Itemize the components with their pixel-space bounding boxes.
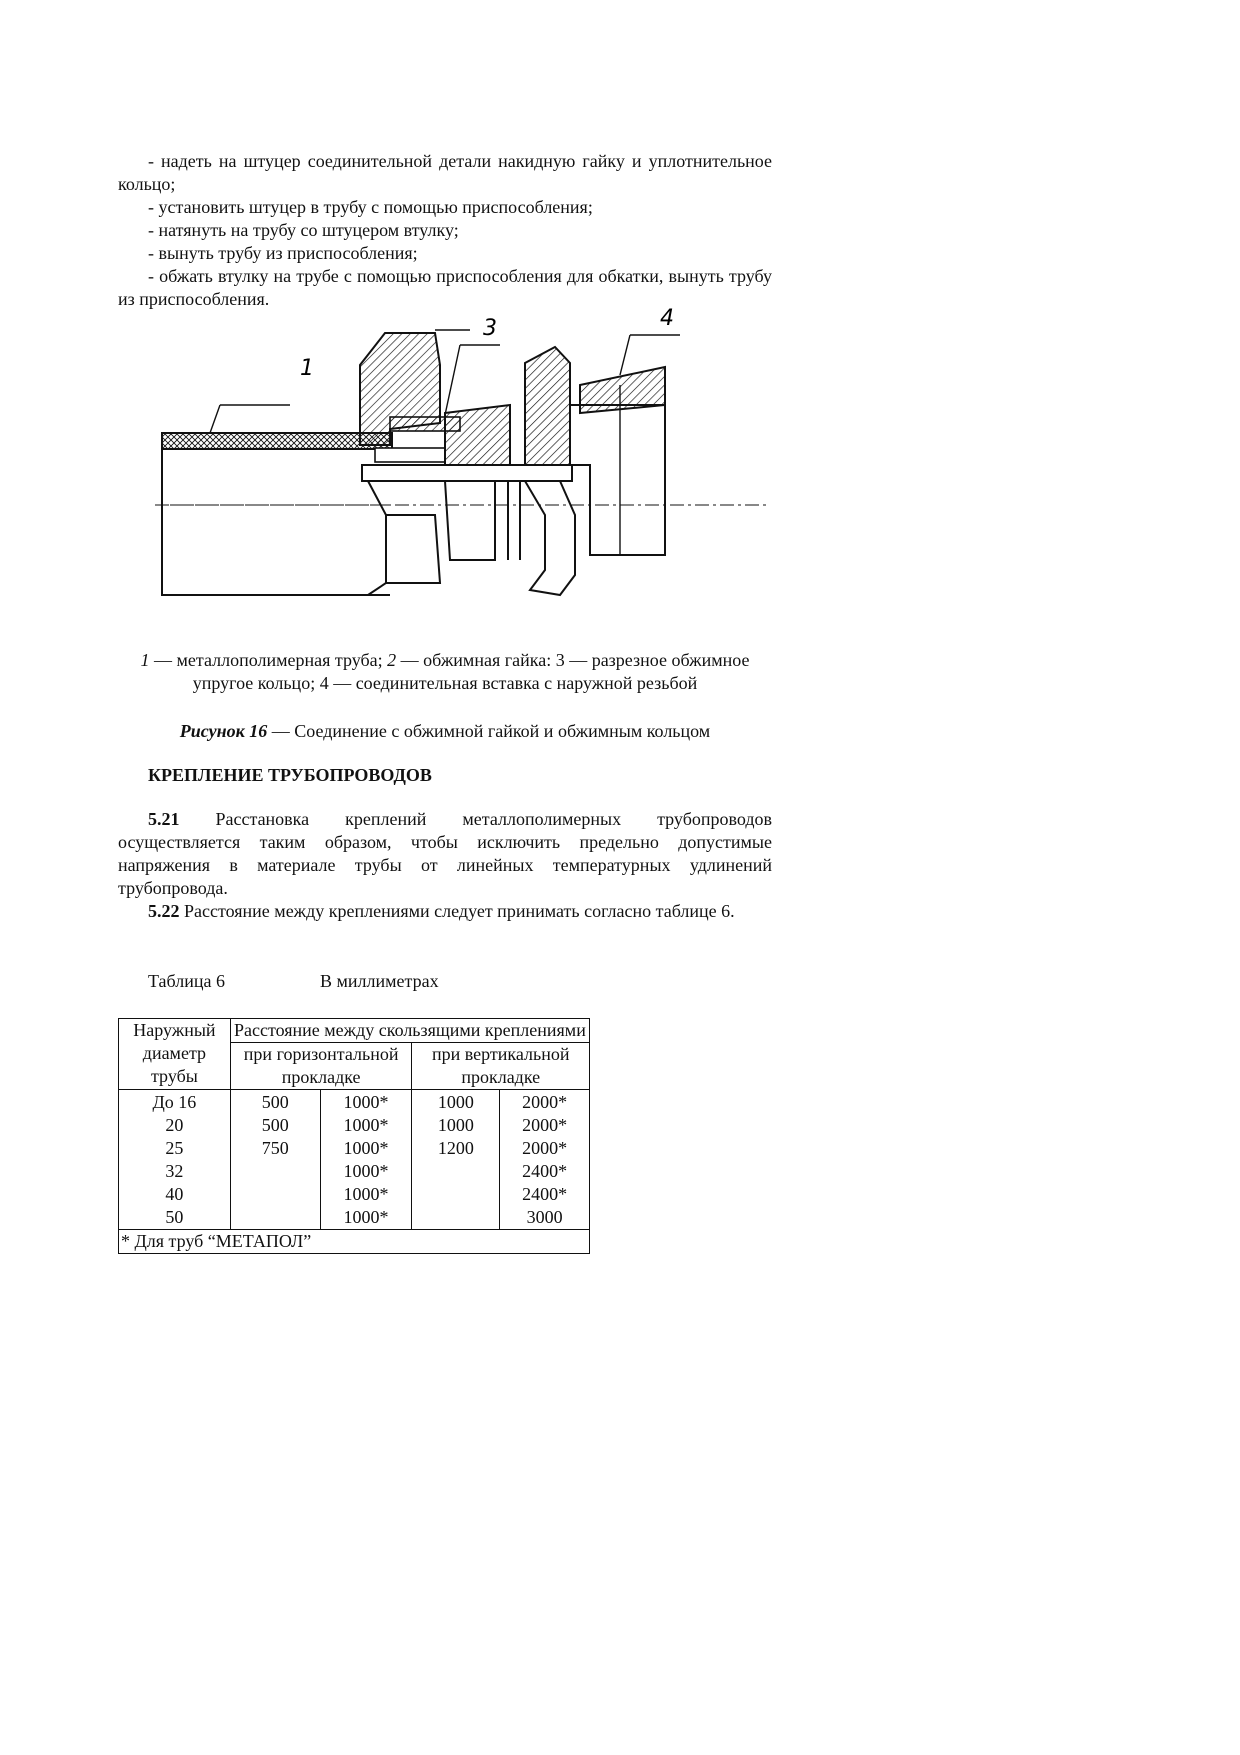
distance-table bbox=[118, 1018, 590, 1254]
table-cell bbox=[412, 1206, 500, 1230]
table-cell: 1200 bbox=[412, 1137, 500, 1160]
table-cell: 750 bbox=[230, 1137, 320, 1160]
table-cell: 1000 bbox=[412, 1090, 500, 1115]
table-cell: 50 bbox=[119, 1206, 231, 1230]
table-cell: 25 bbox=[119, 1137, 231, 1160]
table-cell: 3000 bbox=[500, 1206, 590, 1230]
header-outer-diameter: Наружный диаметр трубы bbox=[119, 1019, 231, 1090]
step-5: - обжать втулку на трубе с помощью приспособления для обкатки, вынуть трубу из приспособления. bbox=[118, 266, 772, 309]
figure-legend bbox=[118, 649, 772, 695]
threaded-insert-section bbox=[580, 367, 665, 413]
table-cell: 20 bbox=[119, 1114, 231, 1137]
table-cell: 40 bbox=[119, 1183, 231, 1206]
table-cell: 500 bbox=[230, 1090, 320, 1115]
section-heading: КРЕПЛЕНИЕ ТРУБОПРОВОДОВ bbox=[148, 765, 432, 785]
header-vertical: при вертикальной прокладке bbox=[412, 1043, 590, 1090]
fitting-drawing bbox=[150, 305, 780, 625]
leader-3-tip bbox=[445, 345, 460, 415]
figure-label-1: 1 bbox=[300, 356, 314, 381]
table-row bbox=[119, 1160, 590, 1183]
table-cell: 1000 bbox=[412, 1114, 500, 1137]
header-horizontal: при горизонтальной прокладке bbox=[230, 1043, 412, 1090]
clause-5-21 bbox=[118, 808, 772, 900]
step-1: - надеть на штуцер соединительной детали накидную гайку и уплотнительное кольцо; bbox=[118, 151, 772, 194]
bore bbox=[362, 465, 572, 481]
figure-label-4: 4 bbox=[660, 306, 674, 331]
insert-nut-hex-lower bbox=[525, 481, 575, 595]
leader-4-tip bbox=[620, 335, 630, 375]
pipe-wall bbox=[162, 433, 392, 449]
table-cell: 1000* bbox=[320, 1160, 412, 1183]
step-4: - вынуть трубу из приспособления; bbox=[148, 243, 418, 263]
table-cell: 2000* bbox=[500, 1137, 590, 1160]
table-cell: 2000* bbox=[500, 1090, 590, 1115]
legend-number-1: 1 bbox=[140, 650, 150, 670]
intro-steps bbox=[118, 150, 772, 311]
table-cell: 2400* bbox=[500, 1183, 590, 1206]
step-2: - установить штуцер в трубу с помощью приспособления; bbox=[148, 197, 593, 217]
insert-nut-section bbox=[525, 347, 570, 465]
sleeve bbox=[375, 448, 445, 462]
table-cell: 32 bbox=[119, 1160, 231, 1183]
table-cell: 2400* bbox=[500, 1160, 590, 1183]
table-row bbox=[119, 1183, 590, 1206]
table-units: В миллиметрах bbox=[320, 971, 439, 991]
table-row bbox=[119, 1206, 590, 1230]
table-footnote: * Для труб “МЕТАПОЛ” bbox=[119, 1230, 590, 1254]
clauses bbox=[118, 808, 772, 923]
pipe-body bbox=[162, 449, 390, 595]
legend-text-1: — металлополимерная труба; bbox=[149, 650, 388, 670]
figure-label-3: 3 bbox=[483, 316, 497, 341]
table-row bbox=[119, 1137, 590, 1160]
clause-5-21-text: Расстановка креплений металлополимерных трубопроводов осуществляется таким образом, чтобы исключить предельно допустимые напряжения в материале трубы от линейных температурных удлинений трубопровода. bbox=[118, 809, 772, 898]
step-3: - натянуть на трубу со штуцером втулку; bbox=[148, 220, 459, 240]
nut-hex-lower bbox=[368, 481, 440, 595]
legend-text-2: — обжимная гайка: 3 — разрезное обжимное упругое кольцо; 4 — соединительная вставка с наружной резьбой bbox=[192, 650, 750, 693]
clause-5-22-text: Расстояние между креплениями следует принимать согласно таблице 6. bbox=[179, 901, 735, 921]
clause-5-21-number: 5.21 bbox=[148, 809, 180, 829]
threaded-insert-body bbox=[570, 405, 665, 555]
table-cell bbox=[230, 1160, 320, 1183]
table-cell: 1000* bbox=[320, 1183, 412, 1206]
header-distance-group: Расстояние между скользящими креплениями bbox=[230, 1019, 589, 1043]
table-cell bbox=[412, 1160, 500, 1183]
leader-1-tip bbox=[210, 405, 220, 433]
insert-lower bbox=[435, 481, 520, 560]
table-cell: 1000* bbox=[320, 1114, 412, 1137]
table-cell: 1000* bbox=[320, 1137, 412, 1160]
fitting-drawing-svg bbox=[150, 305, 780, 625]
clause-5-22 bbox=[118, 900, 772, 923]
caption-label: Рисунок 16 bbox=[179, 721, 268, 741]
clause-5-22-number: 5.22 bbox=[148, 901, 180, 921]
table-cell bbox=[230, 1206, 320, 1230]
legend-number-2: 2 bbox=[387, 650, 397, 670]
insert-body bbox=[445, 405, 510, 465]
table-row bbox=[119, 1090, 590, 1115]
table-cell: 1000* bbox=[320, 1206, 412, 1230]
figure-caption bbox=[118, 720, 772, 743]
table-label: Таблица 6 bbox=[148, 971, 225, 991]
table-cell bbox=[230, 1183, 320, 1206]
table-cell bbox=[412, 1183, 500, 1206]
table-row bbox=[119, 1114, 590, 1137]
table-cell: 2000* bbox=[500, 1114, 590, 1137]
table-cell: 500 bbox=[230, 1114, 320, 1137]
table-cell: 1000* bbox=[320, 1090, 412, 1115]
table-cell: До 16 bbox=[119, 1090, 231, 1115]
caption-text: — Соединение с обжимной гайкой и обжимным кольцом bbox=[267, 721, 711, 741]
